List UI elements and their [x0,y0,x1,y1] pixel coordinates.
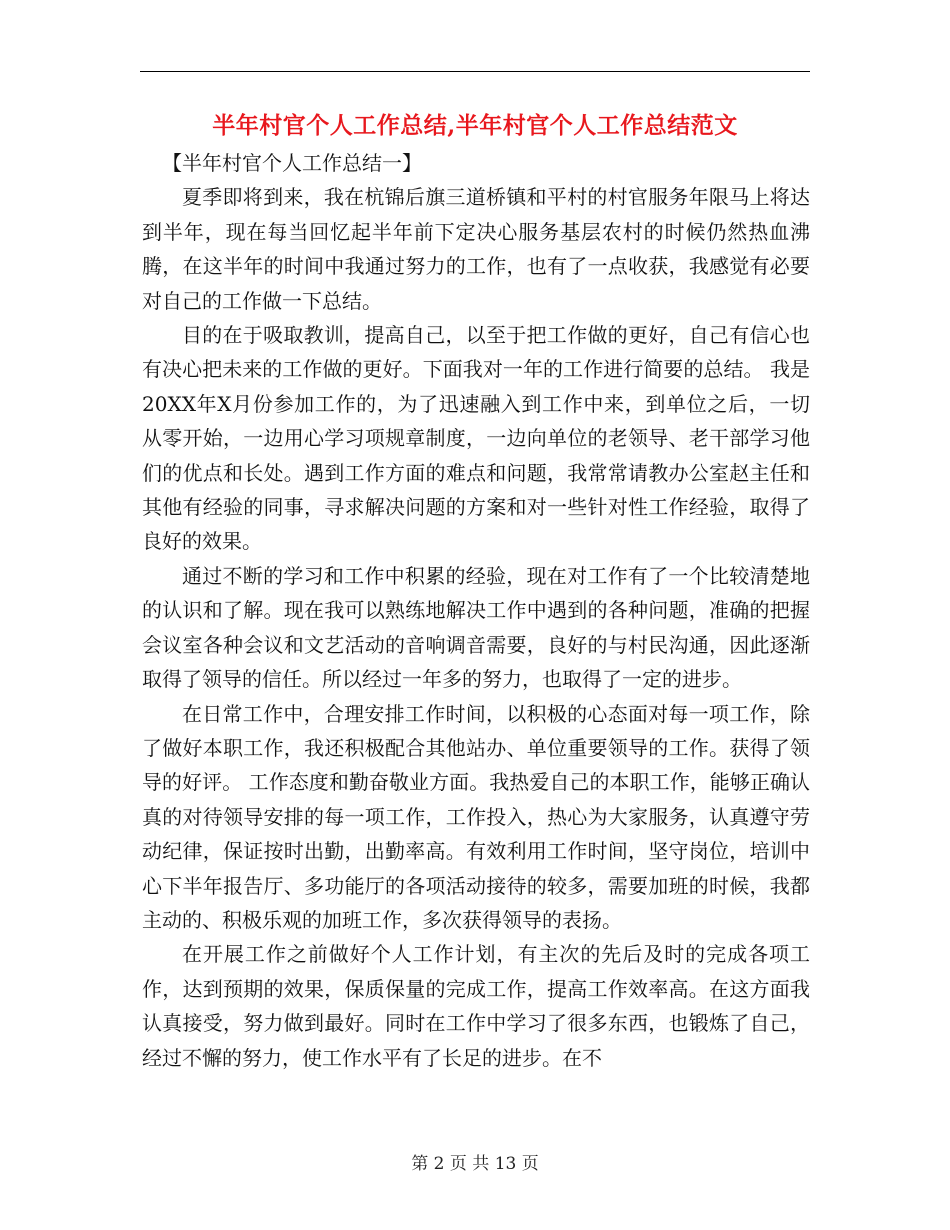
header-rule [140,71,810,72]
document-body [142,146,810,1075]
page-number-footer: 第 2 页 共 13 页 [411,1154,539,1174]
document-title: 半年村官个人工作总结,半年村官个人工作总结范文 [212,112,738,139]
section-heading: 【半年村官个人工作总结一】 [162,151,422,175]
paragraph-4: 在日常工作中，合理安排工作时间，以积极的心态面对每一项工作，除了做好本职工作，我还积极配合其他站办、单位重要领导的工作。获得了领导的好评。 工作态度和勤奋敬业方面。我热爱自己的本职工作，能够正确认真的对待领导安排的每一项工作，工作投入，热心为大家服务，认真遵守劳动纪律，保证按时出勤，出勤率高。有效利用工作时间，坚守岗位，培训中心下半年报告厅、多功能厅的各项活动接待的较多，需要加班的时候，我都主动的、积极乐观的加班工作，多次获得领导的表扬。 [142,701,810,932]
paragraph-3: 通过不断的学习和工作中积累的经验，现在对工作有了一个比较清楚地的认识和了解。现在我可以熟练地解决工作中遇到的各种问题，准确的把握会议室各种会议和文艺活动的音响调音需要，良好的与村民沟通，因此逐渐取得了领导的信任。所以经过一年多的努力，也取得了一定的进步。 [142,563,810,692]
paragraph-5: 在开展工作之前做好个人工作计划，有主次的先后及时的完成各项工作，达到预期的效果，保质保量的完成工作，提高工作效率高。在这方面我认真接受，努力做到最好。同时在工作中学习了很多东西，也锻炼了自己，经过不懈的努力，使工作水平有了长足的进步。在不 [142,942,810,1070]
paragraph-1: 夏季即将到来，我在杭锦后旗三道桥镇和平村的村官服务年限马上将达到半年，现在每当回忆起半年前下定决心服务基层农村的时候仍然热血沸腾，在这半年的时间中我通过努力的工作，也有了一点收获，我感觉有必要对自己的工作做一下总结。 [142,185,810,313]
paragraph-2: 目的在于吸取教训，提高自己，以至于把工作做的更好，自己有信心也有决心把未来的工作做的更好。下面我对一年的工作进行简要的总结。 我是20XX年X月份参加工作的，为了迅速融入到工作中来，到单位之后，一切从零开始，一边用心学习项规章制度，一边向单位的老领导、老干部学习他们的优点和长处。遇到工作方面的难点和问题，我常常请教办公室赵主任和其他有经验的同事，寻求解决问题的方案和对一些针对性工作经验，取得了良好的效果。 [142,323,810,554]
